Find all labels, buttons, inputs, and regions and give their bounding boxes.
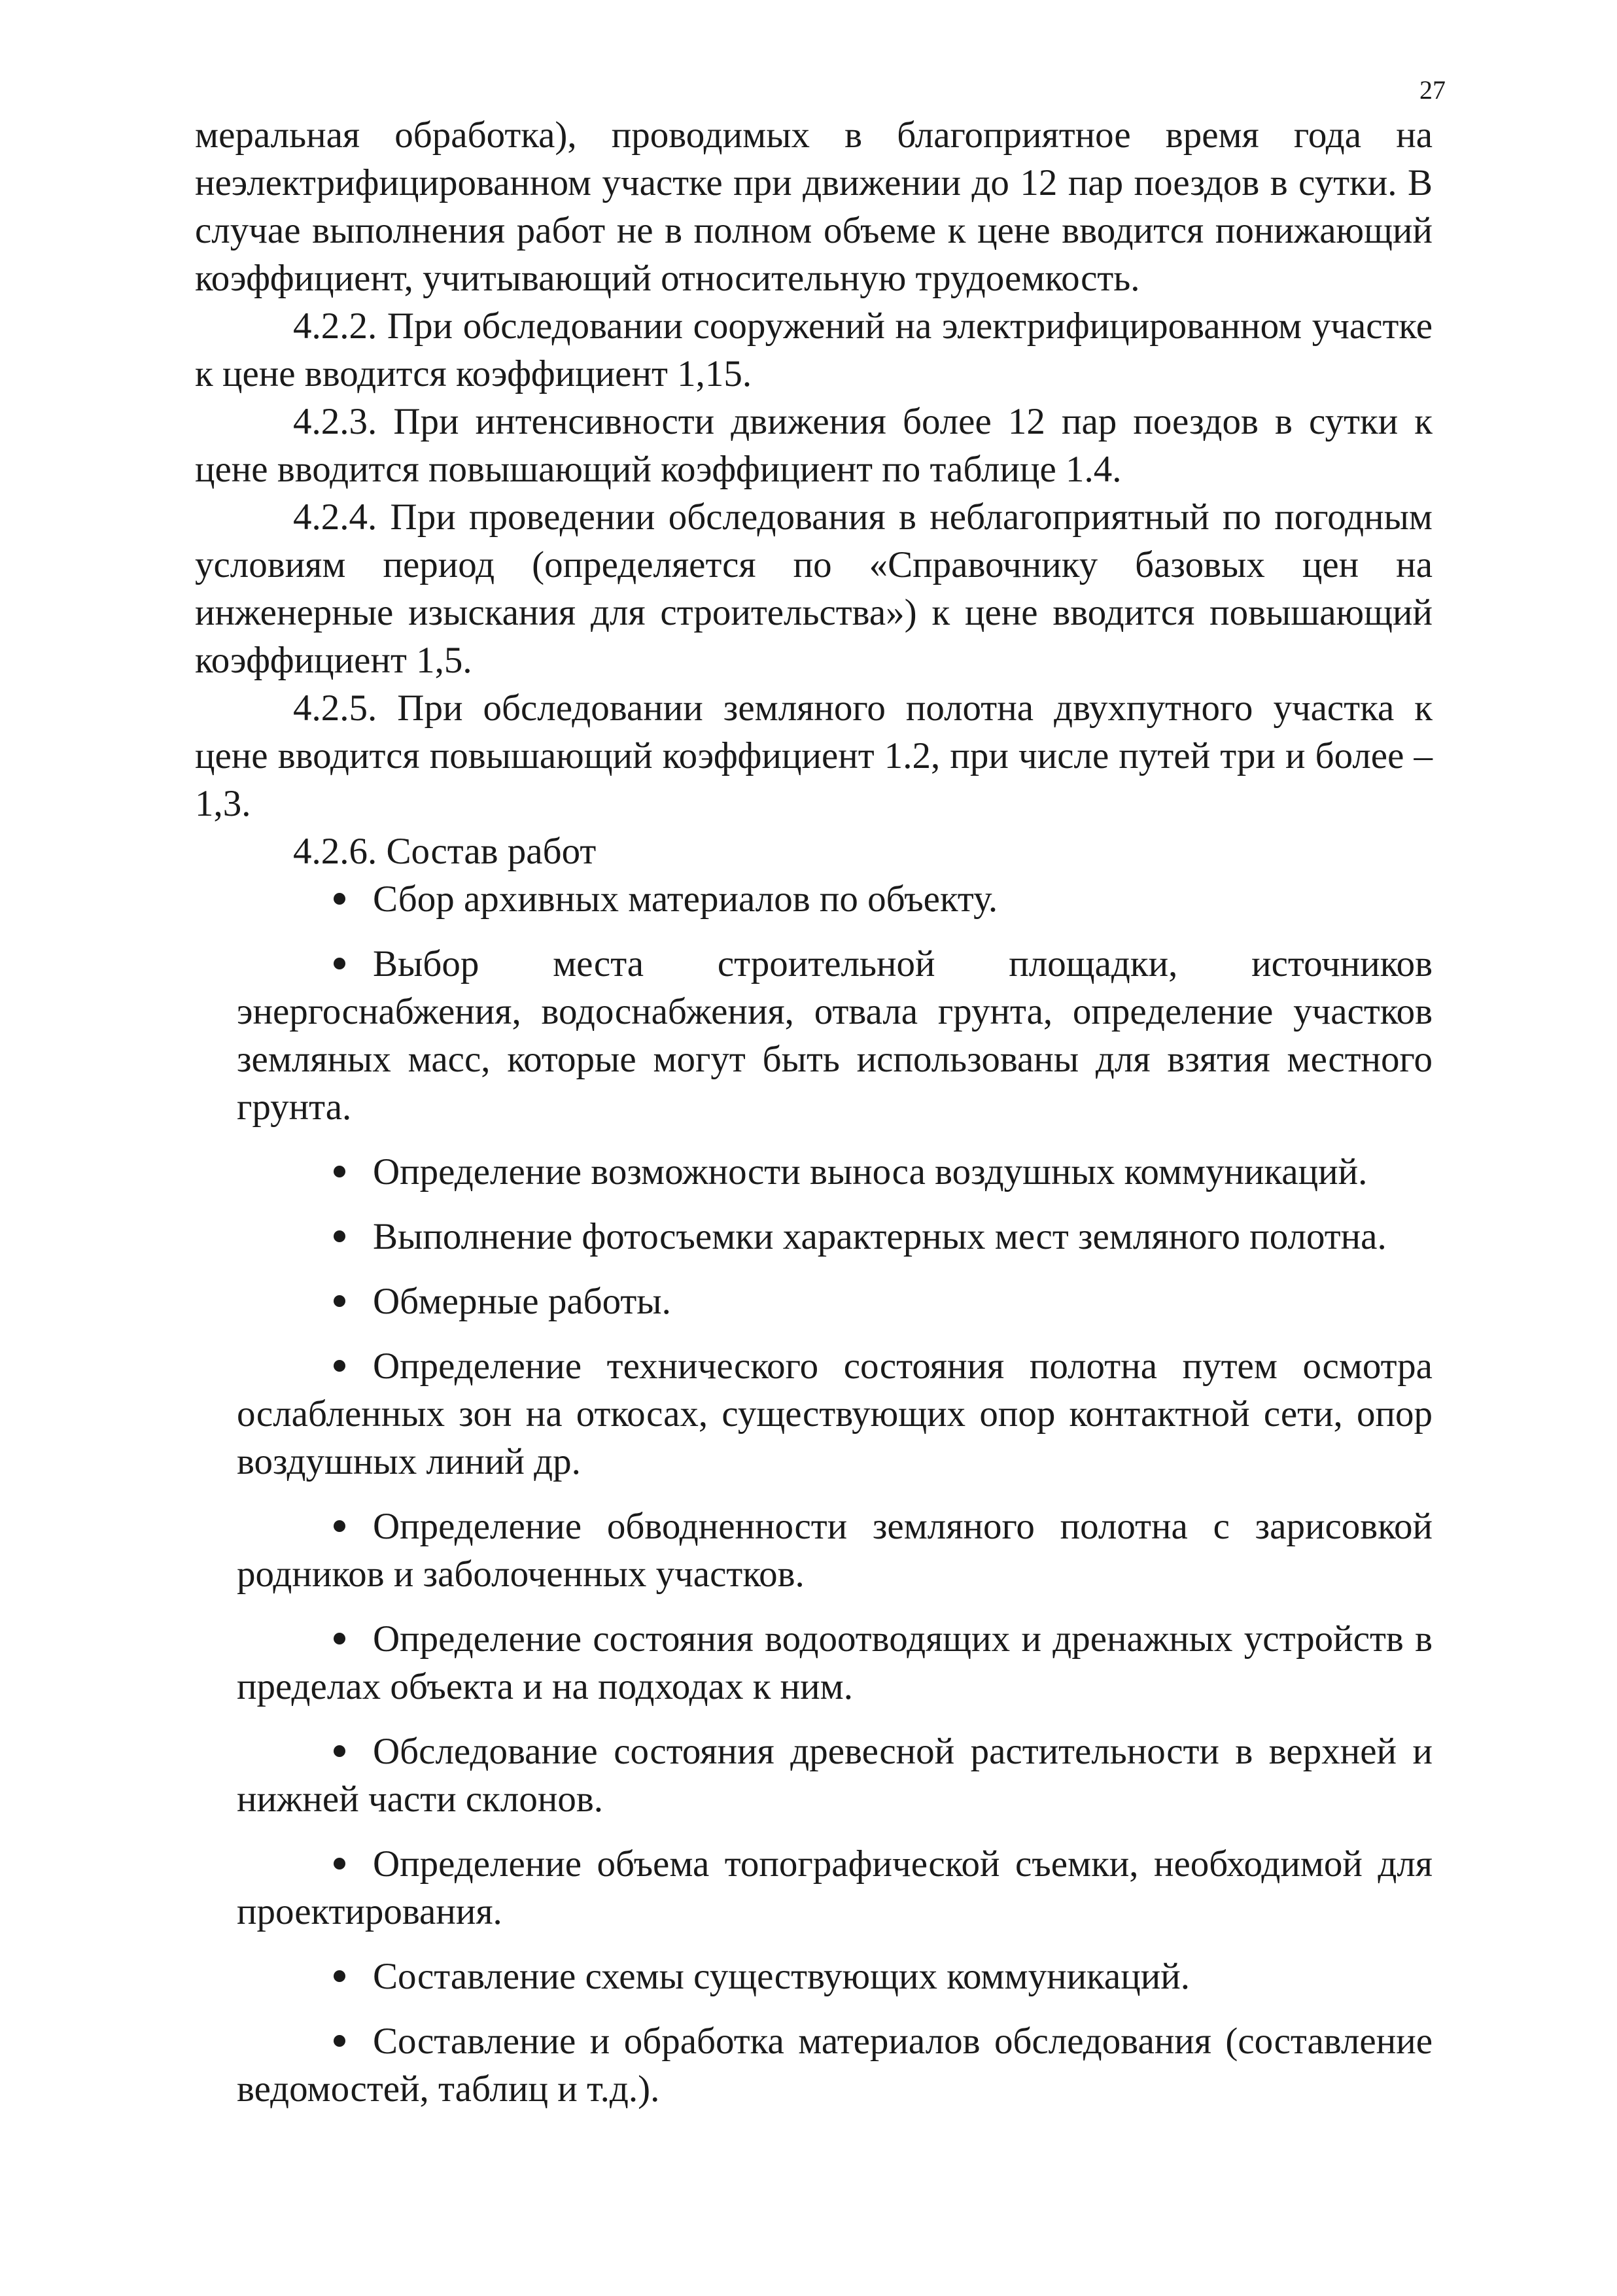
work-list xyxy=(195,875,1433,2113)
bullet-icon xyxy=(334,1970,345,1982)
list-item: Сбор архивных материалов по объекту. xyxy=(195,875,1433,923)
list-item: Выполнение фотосъемки характерных мест земляного полотна. xyxy=(195,1213,1433,1261)
list-item: Определение возможности выноса воздушных коммуникаций. xyxy=(195,1148,1433,1196)
bullet-icon xyxy=(334,1166,345,1177)
list-item: Определение обводненности земляного полотна с зарисовкой родников и заболоченных участков. xyxy=(237,1506,1433,1595)
paragraph-4-2-3: 4.2.3. При интенсивности движения более 12 пар поездов в сутки к цене вводится повышающий коэффициент по таблице 1.4. xyxy=(195,401,1433,490)
list-item: Выбор места строительной площадки, источников энергоснабжения, водоснабжения, отвала грунта, определение участков земляных масс, которые могут быть использованы для взятия местного грунта. xyxy=(237,943,1433,1128)
paragraph-continuation: меральная обработка), проводимых в благоприятное время года на неэлектрифицированном участке при движении до 12 пар поездов в сутки. В случае выполнения работ не в полном объеме к цене вводится понижающий коэффициент, учитывающий относительную трудоемкость. xyxy=(195,114,1433,299)
bullet-icon xyxy=(334,2035,345,2047)
page-number: 27 xyxy=(1419,75,1446,105)
bullet-icon xyxy=(334,958,345,969)
list-item: Обмерные работы. xyxy=(195,1278,1433,1325)
paragraph-4-2-2: 4.2.2. При обследовании сооружений на электрифицированном участке к цене вводится коэффициент 1,15. xyxy=(195,305,1433,394)
list-item: Составление схемы существующих коммуникаций. xyxy=(195,1953,1433,2000)
list-item: Обследование состояния древесной растительности в верхней и нижней части склонов. xyxy=(237,1731,1433,1820)
bullet-icon xyxy=(334,1745,345,1757)
list-item: Составление и обработка материалов обследования (составление ведомостей, таблиц и т.д.). xyxy=(237,2021,1433,2110)
section-heading-4-2-6: 4.2.6. Состав работ xyxy=(293,831,597,872)
document-body xyxy=(195,111,1433,2113)
bullet-icon xyxy=(334,1230,345,1242)
paragraph-4-2-5: 4.2.5. При обследовании земляного полотна двухпутного участка к цене вводится повышающий коэффициент 1.2, при числе путей три и более – 1,3. xyxy=(195,687,1433,824)
bullet-icon xyxy=(334,1858,345,1870)
list-item: Определение объема топографической съемки, необходимой для проектирования. xyxy=(237,1843,1433,1932)
bullet-icon xyxy=(334,893,345,905)
bullet-icon xyxy=(334,1633,345,1644)
bullet-icon xyxy=(334,1295,345,1307)
list-item: Определение технического состояния полотна путем осмотра ослабленных зон на откосах, существующих опор контактной сети, опор воздушных линий др. xyxy=(237,1346,1433,1482)
paragraph-4-2-4: 4.2.4. При проведении обследования в неблагоприятный по погодным условиям период (определяется по «Справочнику базовых цен на инженерные изыскания для строительства») к цене вводится повышающий коэффициент 1,5. xyxy=(195,496,1433,681)
bullet-icon xyxy=(334,1520,345,1532)
bullet-icon xyxy=(334,1360,345,1372)
list-item: Определение состояния водоотводящих и дренажных устройств в пределах объекта и на подходах к ним. xyxy=(237,1618,1433,1707)
